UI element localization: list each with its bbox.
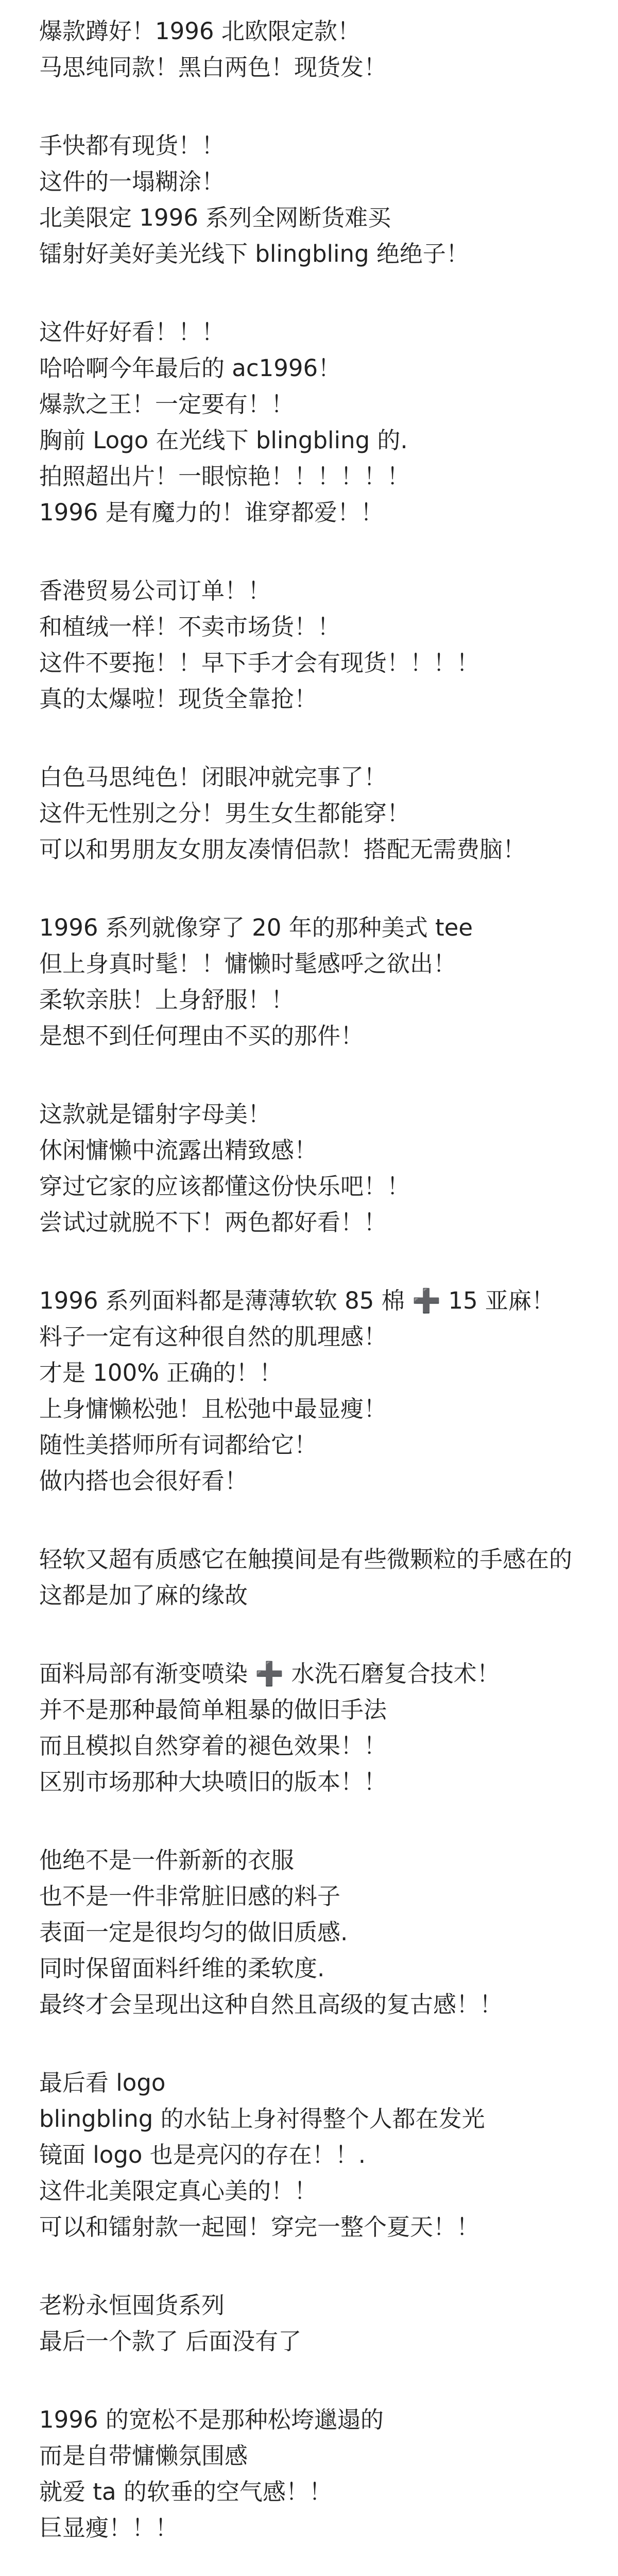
text-line: 最后看 logo: [39, 2069, 166, 2096]
paragraph: [39, 910, 582, 1054]
text-line: 1996 系列面料都是薄薄软软 85 棉 ➕ 15 亚麻！: [39, 1287, 555, 1314]
text-line: 料子一定有这种很自然的肌理感！: [39, 1323, 387, 1350]
text-line: 最终才会呈现出这种自然且高级的复古感！！: [39, 1991, 503, 2018]
text-line: 柔软亲肤！上身舒服！！: [39, 986, 295, 1013]
paragraph: [39, 1541, 582, 1614]
text-line: 也不是一件非常脏旧感的料子: [39, 1883, 341, 1910]
text-line: 而是自带慵懒氛围感: [39, 2442, 248, 2469]
paragraph: [39, 2287, 582, 2360]
text-line: 香港贸易公司订单！！: [39, 577, 271, 604]
text-line: 表面一定是很均匀的做旧质感.: [39, 1919, 348, 1946]
text-line: blingbling 的水钻上身衬得整个人都在发光: [39, 2105, 485, 2132]
text-line: 就爱 ta 的软垂的空气感！！: [39, 2478, 332, 2505]
paragraph: [39, 128, 582, 272]
text-line: 尝试过就脱不下！两色都好看！！: [39, 1209, 387, 1236]
text-line: 这件无性别之分！男生女生都能穿！: [39, 800, 410, 827]
text-line: 可以和男朋友女朋友凑情侣款！搭配无需费脑！: [39, 836, 526, 863]
text-line: 白色马思纯色！闭眼冲就完事了！: [39, 764, 387, 791]
text-line: 马思纯同款！黑白两色！现货发！: [39, 54, 387, 81]
paragraph: [39, 314, 582, 531]
text-line: 这件不要拖！！早下手才会有现货！！！！: [39, 649, 480, 676]
paragraph: [39, 1283, 582, 1499]
text-line: 穿过它家的应该都懂这份快乐吧！！: [39, 1173, 410, 1200]
text-line: 同时保留面料纤维的柔软度.: [39, 1955, 325, 1982]
text-line: 面料局部有渐变喷染 ➕ 水洗石磨复合技术！: [39, 1660, 500, 1687]
text-line: 休闲慵懒中流露出精致感！: [39, 1137, 318, 1164]
paragraph: [39, 573, 582, 717]
text-line: 并不是那种最简单粗暴的做旧手法: [39, 1696, 387, 1723]
paragraph: [39, 2065, 582, 2245]
text-line: 1996 的宽松不是那种松垮邋遢的: [39, 2406, 384, 2433]
text-line: 拍照超出片！一眼惊艳！！！！！！: [39, 463, 410, 490]
text-line: 随性美搭师所有词都给它！: [39, 1431, 318, 1459]
text-line: 爆款之王！一定要有！！: [39, 391, 295, 418]
text-line: 但上身真时髦！！慵懒时髦感呼之欲出！: [39, 950, 457, 977]
text-line: 他绝不是一件新新的衣服: [39, 1846, 295, 1874]
text-line: 可以和镭射款一起囤！穿完一整个夏天！！: [39, 2213, 480, 2241]
text-line: 巨显瘦！！！: [39, 2514, 179, 2541]
paragraph: [39, 1842, 582, 2023]
text-line: 最后一个款了 后面没有了: [39, 2328, 302, 2355]
text-line: 是想不到任何理由不买的那件！: [39, 1022, 364, 1049]
text-line: 手快都有现货！！: [39, 132, 225, 159]
text-line: 这款就是镭射字母美！: [39, 1100, 271, 1128]
paragraph: [39, 1096, 582, 1241]
text-line: 这件北美限定真心美的！！: [39, 2177, 318, 2205]
text-line: 北美限定 1996 系列全网断货难买: [39, 204, 391, 231]
text-line: 上身慵懒松弛！且松弛中最显瘦！: [39, 1395, 387, 1422]
text-line: 老粉永恒囤货系列: [39, 2292, 225, 2319]
text-line: 爆款蹲好！1996 北欧限定款！: [39, 18, 360, 45]
paragraph: [39, 759, 582, 868]
text-line: 这件好好看！！！: [39, 318, 225, 346]
description-paragraphs: [39, 13, 582, 2576]
text-line: 胸前 Logo 在光线下 blingbling 的.: [39, 427, 408, 454]
text-line: 这件的一塌糊涂！: [39, 168, 225, 195]
text-line: 而且模拟自然穿着的褪色效果！！: [39, 1732, 387, 1759]
text-line: 镜面 logo 也是亮闪的存在！！.: [39, 2141, 366, 2168]
text-line: 轻软又超有质感它在触摸间是有些微颗粒的手感在的这都是加了麻的缘故: [39, 1546, 573, 1609]
text-line: 和植绒一样！不卖市场货！！: [39, 613, 341, 640]
text-line: 才是 100% 正确的！！: [39, 1359, 283, 1386]
text-line: 1996 是有魔力的！谁穿都爱！！: [39, 499, 384, 526]
text-line: 哈哈啊今年最后的 ac1996！: [39, 354, 341, 382]
paragraph: [39, 2402, 582, 2546]
text-line: 1996 系列就像穿了 20 年的那种美式 tee: [39, 914, 473, 941]
text-line: 真的太爆啦！现货全靠抢！: [39, 685, 318, 713]
paragraph: [39, 1656, 582, 1800]
text-line: 区别市场那种大块喷旧的版本！！: [39, 1768, 387, 1795]
text-line: 做内搭也会很好看！: [39, 1467, 248, 1495]
paragraph: [39, 13, 582, 86]
text-line: 镭射好美好美光线下 blingbling 绝绝子！: [39, 240, 469, 267]
